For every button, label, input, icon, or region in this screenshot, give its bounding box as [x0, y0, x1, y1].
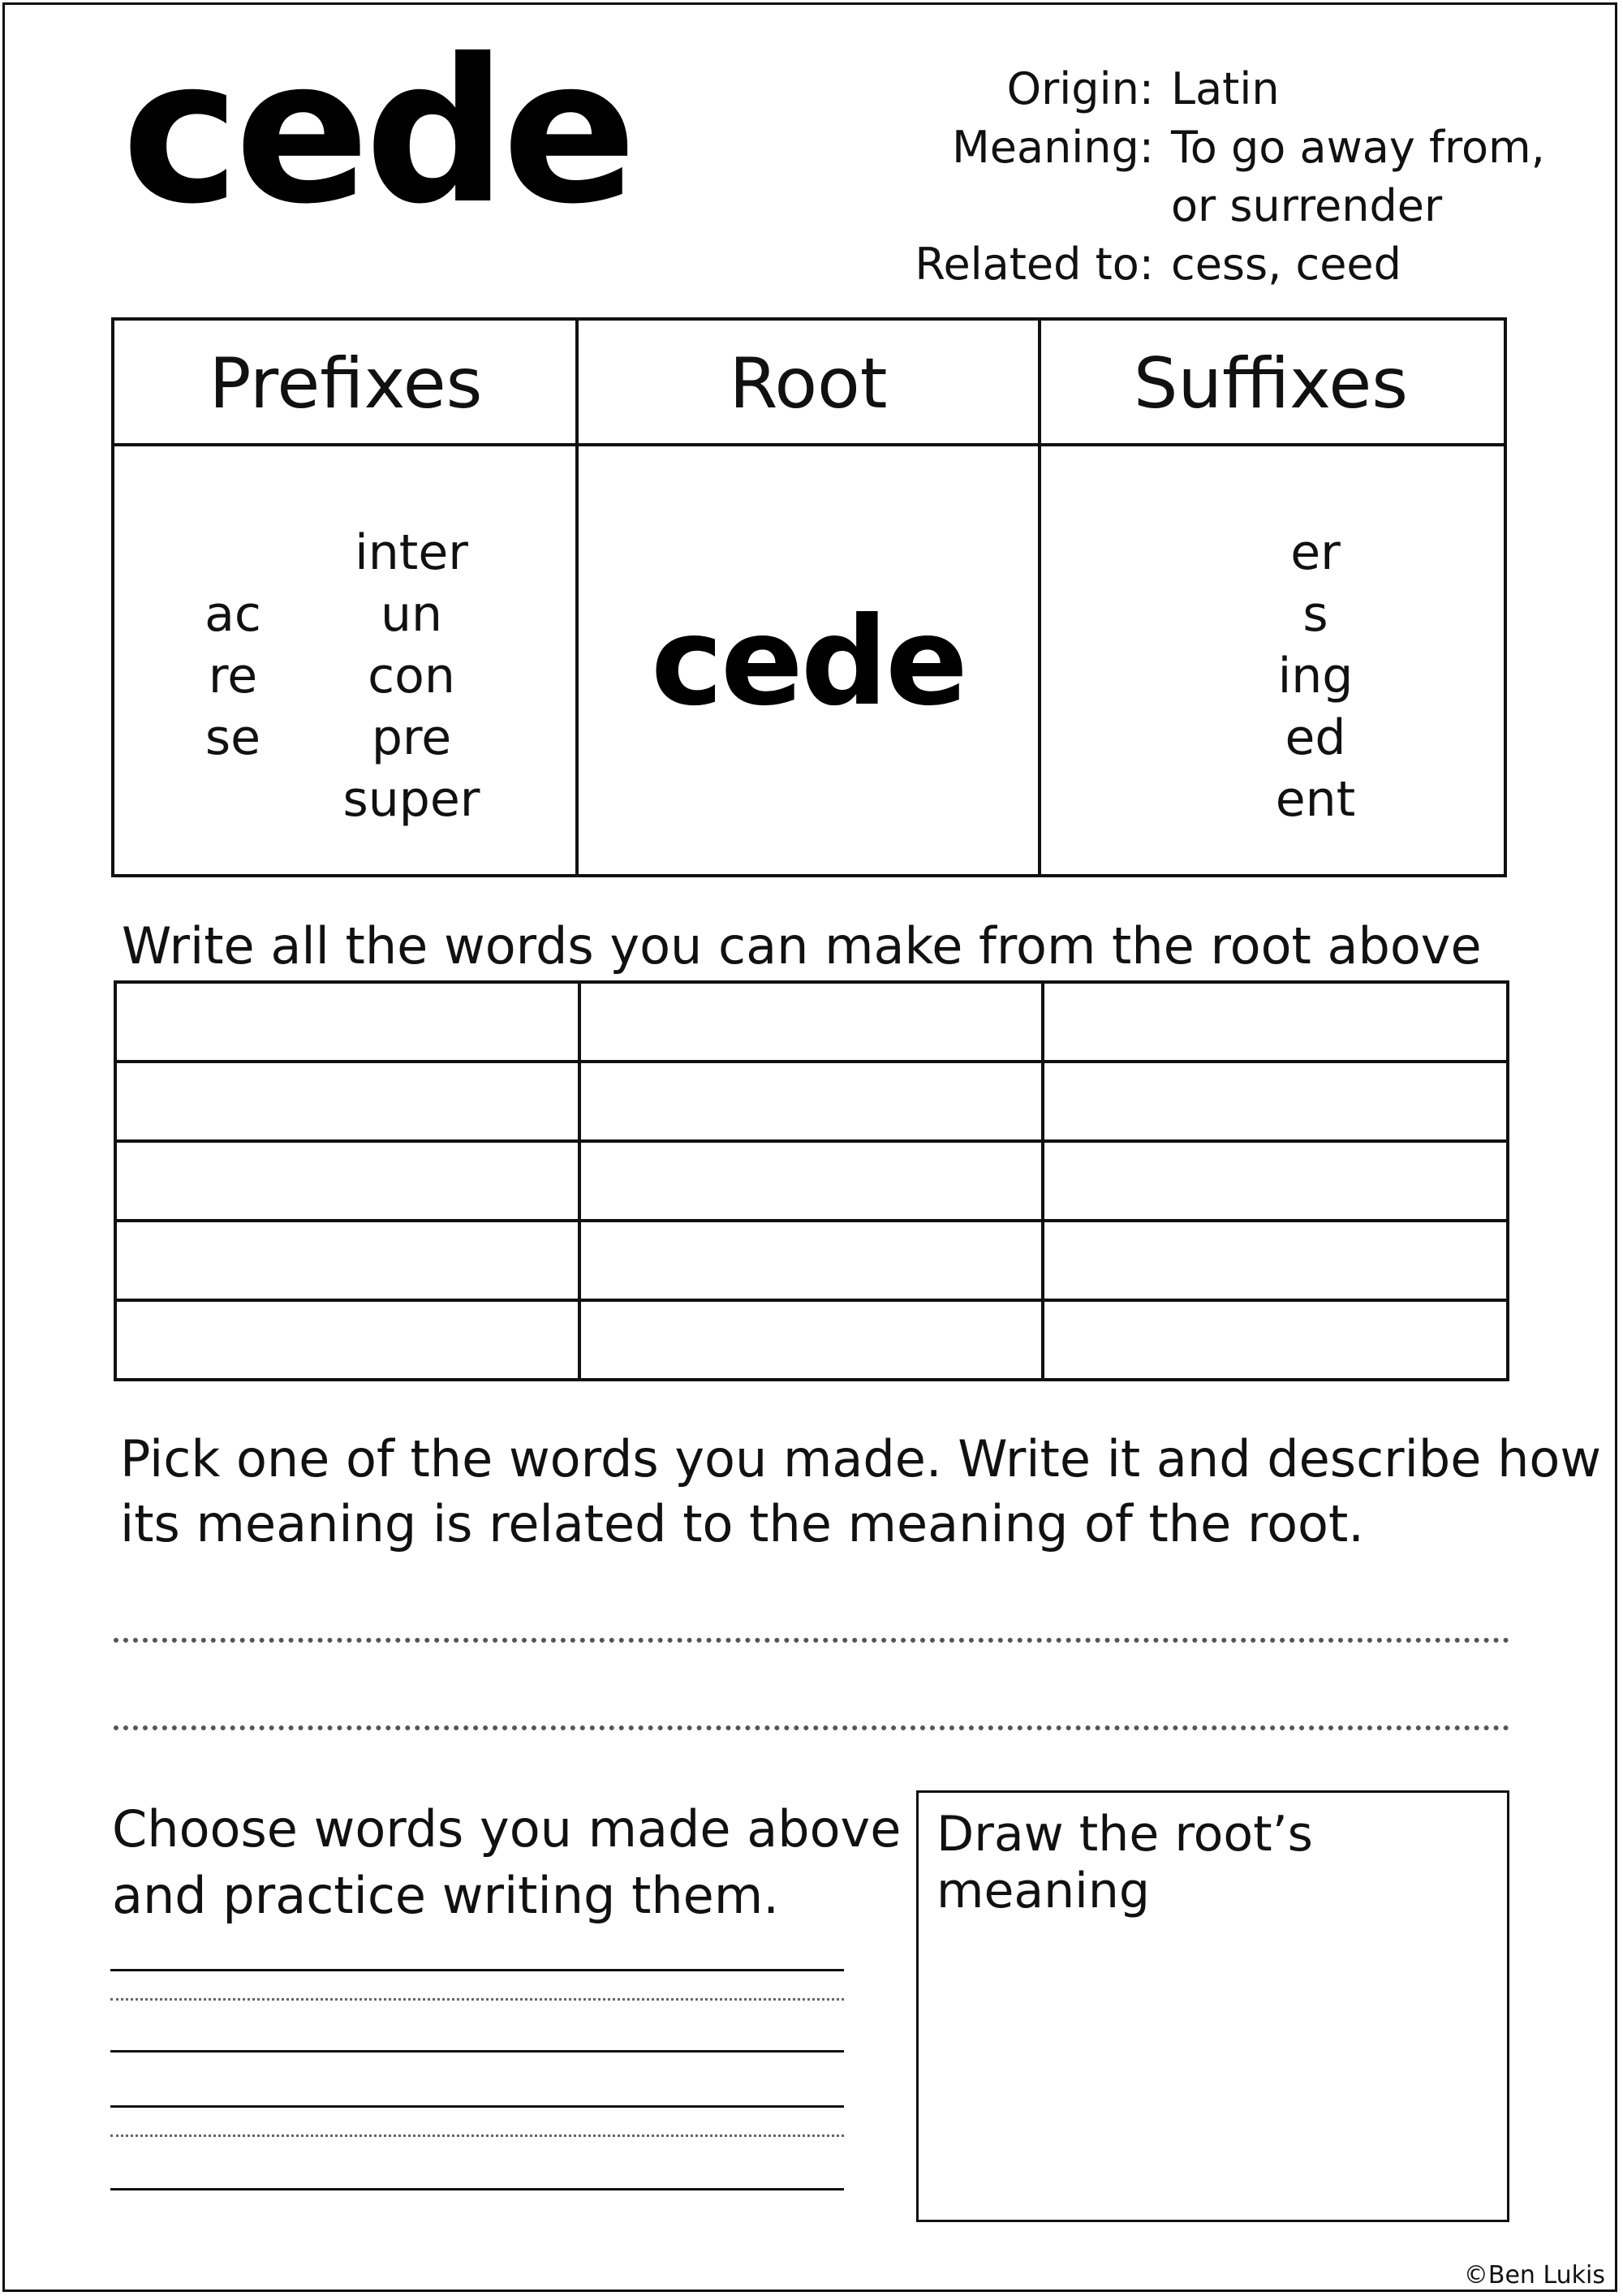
pick-word-prompt-line1: Pick one of the words you made. Write it and describe how [120, 1429, 1602, 1488]
prefix-list-left [192, 584, 273, 769]
origin-value: Latin [1171, 63, 1280, 114]
grid-line [117, 1060, 1506, 1063]
practice-prompt-line2: and practice writing them. [112, 1866, 779, 1925]
grid-line [117, 1139, 1506, 1143]
grid-line [117, 1219, 1506, 1222]
words-grid [114, 980, 1509, 1381]
header-root: Root [729, 342, 888, 424]
suffix-list [1234, 522, 1397, 830]
meaning-label: Meaning: [952, 122, 1154, 173]
handwriting-mid-line [110, 2134, 844, 2137]
word-parts-table [111, 317, 1507, 877]
prefix-item: inter [355, 524, 468, 581]
prefix-item: con [368, 648, 455, 704]
grid-line [117, 1299, 1506, 1302]
practice-prompt-line1: Choose words you made above [112, 1799, 902, 1859]
grid-line [1041, 984, 1044, 1378]
meaning-value-line2: or surrender [1171, 180, 1443, 231]
prefix-list-right [330, 522, 493, 830]
suffix-item: er [1290, 524, 1341, 581]
prefix-item: re [208, 648, 258, 704]
prefix-item: se [204, 709, 261, 766]
suffix-item: ing [1277, 648, 1354, 704]
origin-label: Origin: [1006, 63, 1154, 114]
prefix-item: super [342, 771, 480, 828]
prefix-item: pre [371, 709, 452, 766]
suffix-item: s [1302, 586, 1328, 643]
suffix-item: ent [1275, 771, 1356, 828]
prefix-item: ac [204, 586, 261, 643]
grid-line [578, 984, 581, 1378]
root-word-title: cede [122, 16, 632, 248]
handwriting-mid-line [110, 1998, 844, 2001]
root-cell-word: cede [651, 591, 966, 733]
handwriting-base-line[interactable] [110, 2050, 844, 2053]
draw-meaning-label: Draw the root’s meaning [936, 1806, 1313, 1919]
write-words-prompt: Write all the words you can make from the root above [122, 916, 1482, 976]
related-value: cess, ceed [1171, 239, 1401, 290]
related-label: Related to: [915, 239, 1154, 290]
header-suffixes: Suffixes [1133, 342, 1409, 424]
draw-meaning-box[interactable] [916, 1790, 1509, 2222]
handwriting-base-line[interactable] [110, 2188, 844, 2190]
pick-word-prompt-line2: its meaning is related to the meaning of the root. [120, 1494, 1364, 1553]
answer-writing-line[interactable] [114, 1638, 1509, 1643]
header-prefixes: Prefixes [209, 342, 483, 424]
prefix-item: un [380, 586, 443, 643]
answer-writing-line[interactable] [114, 1725, 1509, 1730]
handwriting-top-line[interactable] [110, 2105, 844, 2108]
suffix-item: ed [1285, 709, 1346, 766]
meaning-value-line1: To go away from, [1171, 122, 1545, 173]
copyright-notice: ©Ben Lukis [1463, 2261, 1605, 2290]
handwriting-top-line[interactable] [110, 1969, 844, 1971]
